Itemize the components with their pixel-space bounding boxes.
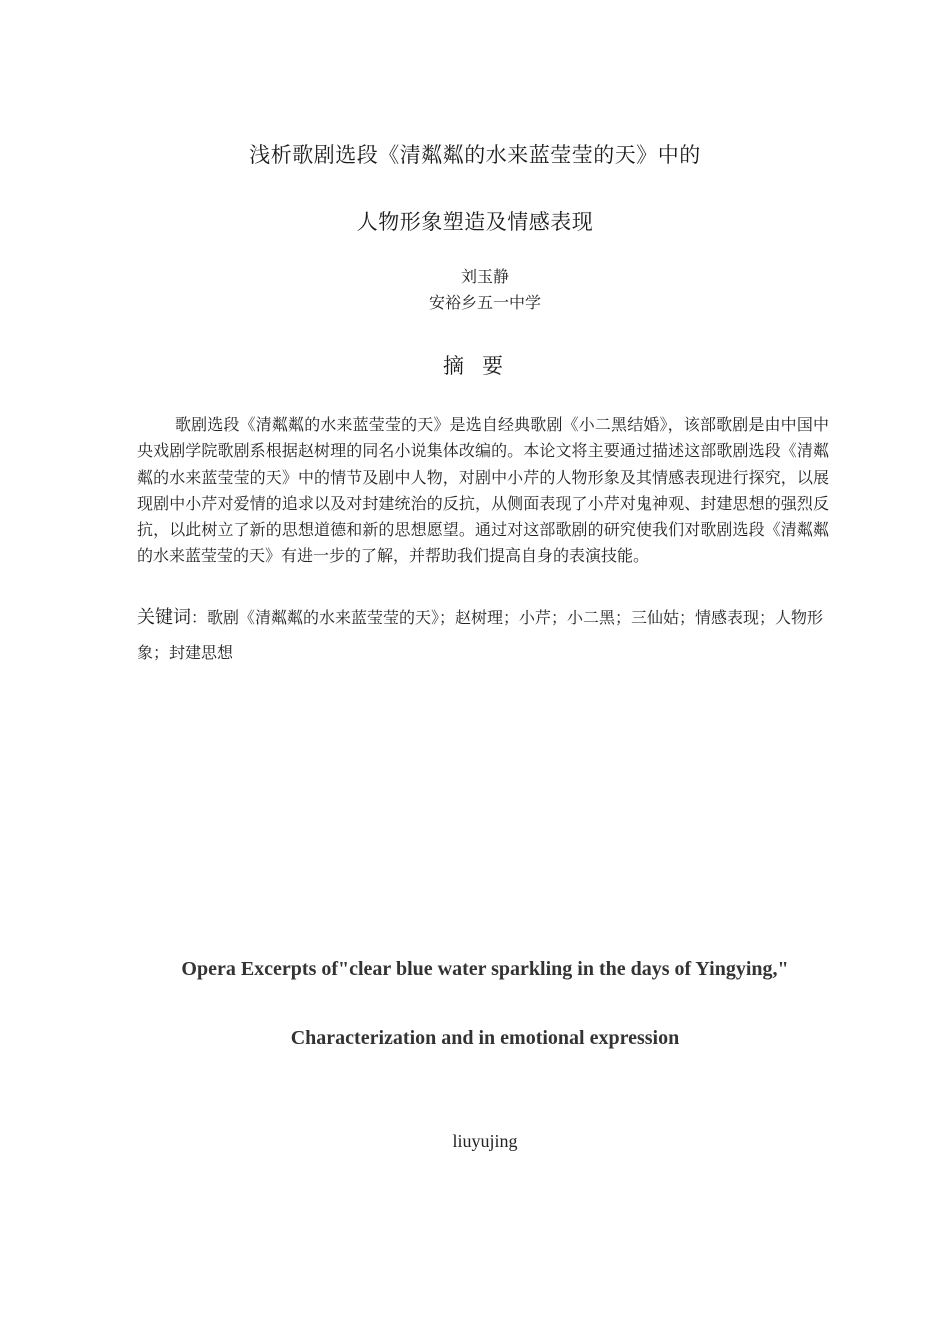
english-title-line-1: Opera Excerpts of"clear blue water sparkling in the days of Yingying," (181, 958, 789, 980)
english-author-name: liuyujing (452, 1131, 518, 1151)
chinese-title-line-2: 人物形象塑造及情感表现 (356, 210, 594, 234)
author-name: 刘玉静 (460, 267, 509, 286)
english-title-line-2: Characterization and in emotional expression (290, 1027, 680, 1049)
author-affiliation: 安裕乡五一中学 (428, 293, 541, 312)
abstract-heading: 摘要 (443, 354, 521, 378)
keywords-label: 关键词 (137, 607, 191, 628)
keywords-text: ：歌剧《清粼粼的水来蓝莹莹的天》；赵树理；小芹；小二黑；三仙姑；情感表现；人物形象；封建思想 (137, 608, 824, 662)
keywords (137, 600, 829, 670)
chinese-title-line-1: 浅析歌剧选段《清粼粼的水来蓝莹莹的天》中的 (249, 143, 701, 167)
abstract-body: 歌剧选段《清粼粼的水来蓝莹莹的天》是选自经典歌剧《小二黑结婚》，该部歌剧是由中国中央戏剧学院歌剧系根据赵树理的同名小说集体改编的。本论文将主要通过描述这部歌剧选段《清粼粼的水来蓝莹莹的天》中的情节及剧中人物，对剧中小芹的人物形象及其情感表现进行探究，以展现剧中小芹对爱情的追求以及对封建统治的反抗，从侧面表现了小芹对鬼神观、封建思想的强烈反抗，以此树立了新的思想道德和新的思想愿望。通过对这部歌剧的研究使我们对歌剧选段《清粼粼的水来蓝莹莹的天》有进一步的了解，并帮助我们提高自身的表演技能。 (137, 415, 829, 566)
